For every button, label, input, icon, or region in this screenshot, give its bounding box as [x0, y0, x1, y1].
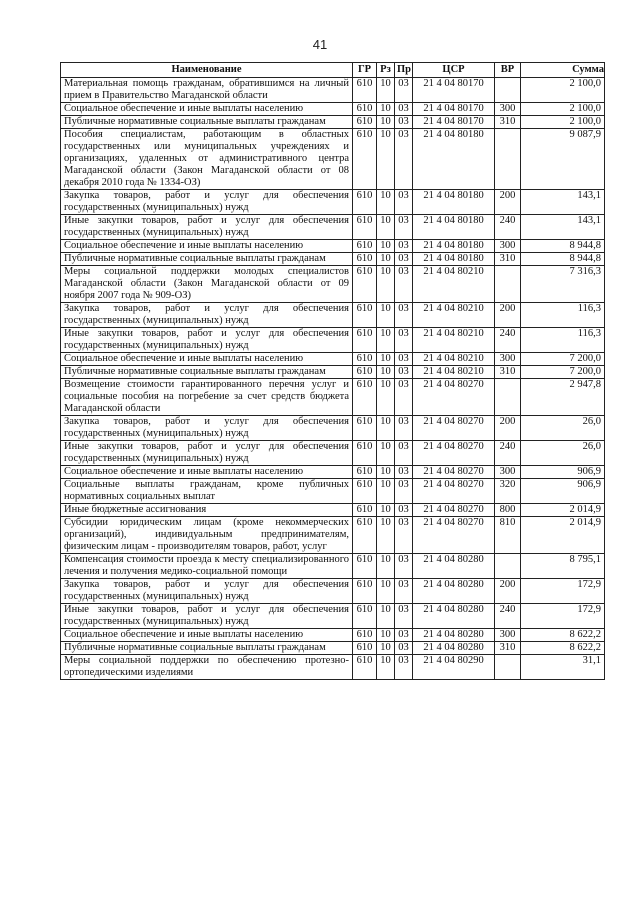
- cell-pr: 03: [395, 129, 413, 190]
- cell-vr: 200: [495, 579, 521, 604]
- cell-pr: 03: [395, 504, 413, 517]
- cell-vr: 300: [495, 466, 521, 479]
- cell-vr: 810: [495, 517, 521, 554]
- cell-sum: 143,1: [521, 215, 605, 240]
- table-row: [61, 103, 605, 116]
- cell-rz: 10: [377, 103, 395, 116]
- cell-sum: 2 014,9: [521, 504, 605, 517]
- budget-table: [60, 62, 605, 680]
- cell-name: Социальные выплаты гражданам, кроме публичных нормативных социальных выплат: [61, 479, 353, 504]
- table-row: [61, 629, 605, 642]
- table-row: [61, 479, 605, 504]
- table-row: [61, 353, 605, 366]
- cell-name: Субсидии юридическим лицам (кроме некоммерческих организаций), индивидуальным предпринимателям, физическим лицам - производителям товаров, работ, услуг: [61, 517, 353, 554]
- cell-sum: 8 622,2: [521, 642, 605, 655]
- table-row: [61, 253, 605, 266]
- cell-pr: 03: [395, 103, 413, 116]
- cell-sum: 2 947,8: [521, 379, 605, 416]
- table-row: [61, 655, 605, 680]
- cell-rz: 10: [377, 642, 395, 655]
- cell-gr: 610: [353, 517, 377, 554]
- cell-vr: 310: [495, 366, 521, 379]
- cell-gr: 610: [353, 328, 377, 353]
- cell-pr: 03: [395, 416, 413, 441]
- cell-gr: 610: [353, 103, 377, 116]
- cell-pr: 03: [395, 379, 413, 416]
- cell-csr: 21 4 04 80270: [413, 504, 495, 517]
- cell-sum: 8 944,8: [521, 253, 605, 266]
- cell-sum: 2 100,0: [521, 103, 605, 116]
- table-row: [61, 366, 605, 379]
- cell-pr: 03: [395, 366, 413, 379]
- cell-name: Закупка товаров, работ и услуг для обеспечения государственных (муниципальных) нужд: [61, 579, 353, 604]
- cell-gr: 610: [353, 253, 377, 266]
- cell-gr: 610: [353, 504, 377, 517]
- cell-rz: 10: [377, 466, 395, 479]
- cell-pr: 03: [395, 240, 413, 253]
- header-name: Наименование: [61, 63, 353, 78]
- cell-csr: 21 4 04 80180: [413, 240, 495, 253]
- cell-rz: 10: [377, 416, 395, 441]
- cell-vr: 300: [495, 103, 521, 116]
- cell-vr: [495, 655, 521, 680]
- cell-sum: 2 100,0: [521, 116, 605, 129]
- cell-sum: 2 100,0: [521, 78, 605, 103]
- header-vr: ВР: [495, 63, 521, 78]
- cell-sum: 172,9: [521, 579, 605, 604]
- cell-csr: 21 4 04 80170: [413, 103, 495, 116]
- cell-gr: 610: [353, 379, 377, 416]
- cell-name: Возмещение стоимости гарантированного перечня услуг и социальные пособия на погребение за счет средств бюджета Магаданской области: [61, 379, 353, 416]
- cell-name: Социальное обеспечение и иные выплаты населению: [61, 629, 353, 642]
- cell-csr: 21 4 04 80290: [413, 655, 495, 680]
- cell-csr: 21 4 04 80210: [413, 353, 495, 366]
- cell-csr: 21 4 04 80210: [413, 366, 495, 379]
- cell-sum: 31,1: [521, 655, 605, 680]
- cell-gr: 610: [353, 78, 377, 103]
- cell-sum: 9 087,9: [521, 129, 605, 190]
- cell-csr: 21 4 04 80270: [413, 441, 495, 466]
- cell-pr: 03: [395, 579, 413, 604]
- cell-name: Закупка товаров, работ и услуг для обеспечения государственных (муниципальных) нужд: [61, 416, 353, 441]
- cell-name: Иные закупки товаров, работ и услуг для обеспечения государственных (муниципальных) нужд: [61, 328, 353, 353]
- cell-csr: 21 4 04 80280: [413, 629, 495, 642]
- cell-name: Социальное обеспечение и иные выплаты населению: [61, 103, 353, 116]
- cell-pr: 03: [395, 190, 413, 215]
- cell-name: Публичные нормативные социальные выплаты гражданам: [61, 116, 353, 129]
- cell-name: Публичные нормативные социальные выплаты гражданам: [61, 366, 353, 379]
- cell-vr: 310: [495, 253, 521, 266]
- cell-csr: 21 4 04 80180: [413, 190, 495, 215]
- table-row: [61, 190, 605, 215]
- cell-sum: 116,3: [521, 328, 605, 353]
- cell-sum: 8 795,1: [521, 554, 605, 579]
- cell-vr: 200: [495, 190, 521, 215]
- header-pr: Пр: [395, 63, 413, 78]
- cell-rz: 10: [377, 604, 395, 629]
- cell-rz: 10: [377, 215, 395, 240]
- cell-vr: [495, 78, 521, 103]
- cell-vr: 300: [495, 353, 521, 366]
- cell-gr: 610: [353, 655, 377, 680]
- cell-name: Социальное обеспечение и иные выплаты населению: [61, 353, 353, 366]
- cell-vr: 240: [495, 604, 521, 629]
- cell-gr: 610: [353, 642, 377, 655]
- cell-csr: 21 4 04 80280: [413, 604, 495, 629]
- cell-pr: 03: [395, 215, 413, 240]
- cell-vr: 240: [495, 441, 521, 466]
- header-rz: Рз: [377, 63, 395, 78]
- cell-pr: 03: [395, 629, 413, 642]
- cell-gr: 610: [353, 116, 377, 129]
- cell-rz: 10: [377, 504, 395, 517]
- cell-vr: [495, 129, 521, 190]
- cell-csr: 21 4 04 80270: [413, 379, 495, 416]
- cell-rz: 10: [377, 266, 395, 303]
- cell-name: Закупка товаров, работ и услуг для обеспечения государственных (муниципальных) нужд: [61, 303, 353, 328]
- cell-sum: 8 944,8: [521, 240, 605, 253]
- cell-gr: 610: [353, 240, 377, 253]
- cell-gr: 610: [353, 353, 377, 366]
- cell-gr: 610: [353, 129, 377, 190]
- cell-pr: 03: [395, 328, 413, 353]
- cell-sum: 906,9: [521, 479, 605, 504]
- cell-csr: 21 4 04 80180: [413, 215, 495, 240]
- cell-rz: 10: [377, 579, 395, 604]
- cell-name: Иные бюджетные ассигнования: [61, 504, 353, 517]
- cell-vr: [495, 554, 521, 579]
- cell-sum: 2 014,9: [521, 517, 605, 554]
- cell-csr: 21 4 04 80210: [413, 266, 495, 303]
- header-csr: ЦСР: [413, 63, 495, 78]
- table-row: [61, 416, 605, 441]
- cell-csr: 21 4 04 80170: [413, 116, 495, 129]
- cell-gr: 610: [353, 190, 377, 215]
- cell-sum: 26,0: [521, 441, 605, 466]
- cell-rz: 10: [377, 78, 395, 103]
- cell-rz: 10: [377, 517, 395, 554]
- cell-name: Закупка товаров, работ и услуг для обеспечения государственных (муниципальных) нужд: [61, 190, 353, 215]
- cell-gr: 610: [353, 479, 377, 504]
- table-row: [61, 266, 605, 303]
- table-row: [61, 466, 605, 479]
- cell-rz: 10: [377, 479, 395, 504]
- cell-pr: 03: [395, 655, 413, 680]
- cell-vr: 300: [495, 240, 521, 253]
- cell-rz: 10: [377, 629, 395, 642]
- table-row: [61, 116, 605, 129]
- cell-vr: 310: [495, 642, 521, 655]
- cell-rz: 10: [377, 116, 395, 129]
- table-row: [61, 642, 605, 655]
- cell-rz: 10: [377, 366, 395, 379]
- cell-sum: 172,9: [521, 604, 605, 629]
- cell-rz: 10: [377, 441, 395, 466]
- table-row: [61, 240, 605, 253]
- cell-sum: 8 622,2: [521, 629, 605, 642]
- cell-name: Компенсация стоимости проезда к месту специализированного лечения и получения медико-социальной помощи: [61, 554, 353, 579]
- cell-name: Социальное обеспечение и иные выплаты населению: [61, 466, 353, 479]
- cell-rz: 10: [377, 554, 395, 579]
- cell-vr: [495, 379, 521, 416]
- table-row: [61, 504, 605, 517]
- table-row: [61, 129, 605, 190]
- cell-vr: 240: [495, 328, 521, 353]
- cell-csr: 21 4 04 80210: [413, 303, 495, 328]
- cell-pr: 03: [395, 253, 413, 266]
- cell-pr: 03: [395, 517, 413, 554]
- cell-csr: 21 4 04 80180: [413, 253, 495, 266]
- cell-gr: 610: [353, 303, 377, 328]
- cell-rz: 10: [377, 253, 395, 266]
- cell-pr: 03: [395, 604, 413, 629]
- cell-gr: 610: [353, 416, 377, 441]
- cell-sum: 906,9: [521, 466, 605, 479]
- cell-csr: 21 4 04 80270: [413, 517, 495, 554]
- page-number: 41: [312, 37, 328, 52]
- cell-gr: 610: [353, 266, 377, 303]
- cell-gr: 610: [353, 215, 377, 240]
- table-row: [61, 78, 605, 103]
- cell-csr: 21 4 04 80270: [413, 416, 495, 441]
- cell-name: Материальная помощь гражданам, обратившимся на личный прием в Правительство Магаданской области: [61, 78, 353, 103]
- cell-vr: 800: [495, 504, 521, 517]
- cell-vr: [495, 266, 521, 303]
- table-row: [61, 517, 605, 554]
- cell-pr: 03: [395, 441, 413, 466]
- cell-sum: 7 316,3: [521, 266, 605, 303]
- table-row: [61, 554, 605, 579]
- cell-csr: 21 4 04 80280: [413, 579, 495, 604]
- cell-rz: 10: [377, 353, 395, 366]
- cell-gr: 610: [353, 629, 377, 642]
- cell-name: Иные закупки товаров, работ и услуг для обеспечения государственных (муниципальных) нужд: [61, 441, 353, 466]
- cell-pr: 03: [395, 78, 413, 103]
- cell-pr: 03: [395, 353, 413, 366]
- cell-name: Меры социальной поддержки молодых специалистов Магаданской области (Закон Магаданской области от 09 ноября 2007 года № 909-ОЗ): [61, 266, 353, 303]
- table-header-row: [61, 63, 605, 78]
- cell-gr: 610: [353, 554, 377, 579]
- cell-name: Иные закупки товаров, работ и услуг для обеспечения государственных (муниципальных) нужд: [61, 604, 353, 629]
- table-row: [61, 441, 605, 466]
- cell-csr: 21 4 04 80210: [413, 328, 495, 353]
- cell-vr: 240: [495, 215, 521, 240]
- cell-name: Публичные нормативные социальные выплаты гражданам: [61, 253, 353, 266]
- header-sum: Сумма: [521, 63, 605, 78]
- cell-csr: 21 4 04 80170: [413, 78, 495, 103]
- cell-csr: 21 4 04 80280: [413, 642, 495, 655]
- cell-rz: 10: [377, 240, 395, 253]
- cell-vr: 320: [495, 479, 521, 504]
- cell-gr: 610: [353, 366, 377, 379]
- table-row: [61, 303, 605, 328]
- cell-pr: 03: [395, 116, 413, 129]
- cell-gr: 610: [353, 466, 377, 479]
- cell-sum: 7 200,0: [521, 353, 605, 366]
- cell-vr: 310: [495, 116, 521, 129]
- cell-name: Социальное обеспечение и иные выплаты населению: [61, 240, 353, 253]
- cell-csr: 21 4 04 80280: [413, 554, 495, 579]
- cell-csr: 21 4 04 80180: [413, 129, 495, 190]
- cell-vr: 200: [495, 416, 521, 441]
- cell-pr: 03: [395, 466, 413, 479]
- cell-vr: 200: [495, 303, 521, 328]
- cell-rz: 10: [377, 655, 395, 680]
- cell-pr: 03: [395, 266, 413, 303]
- cell-gr: 610: [353, 604, 377, 629]
- cell-pr: 03: [395, 554, 413, 579]
- cell-name: Иные закупки товаров, работ и услуг для обеспечения государственных (муниципальных) нужд: [61, 215, 353, 240]
- cell-sum: 116,3: [521, 303, 605, 328]
- cell-name: Публичные нормативные социальные выплаты гражданам: [61, 642, 353, 655]
- cell-rz: 10: [377, 328, 395, 353]
- cell-sum: 26,0: [521, 416, 605, 441]
- cell-sum: 7 200,0: [521, 366, 605, 379]
- cell-csr: 21 4 04 80270: [413, 479, 495, 504]
- cell-pr: 03: [395, 303, 413, 328]
- cell-rz: 10: [377, 303, 395, 328]
- cell-rz: 10: [377, 190, 395, 215]
- cell-rz: 10: [377, 379, 395, 416]
- cell-vr: 300: [495, 629, 521, 642]
- cell-pr: 03: [395, 642, 413, 655]
- table-row: [61, 328, 605, 353]
- cell-gr: 610: [353, 579, 377, 604]
- cell-sum: 143,1: [521, 190, 605, 215]
- table-row: [61, 579, 605, 604]
- cell-gr: 610: [353, 441, 377, 466]
- cell-name: Меры социальной поддержки по обеспечению протезно-ортопедическими изделиями: [61, 655, 353, 680]
- cell-rz: 10: [377, 129, 395, 190]
- cell-name: Пособия специалистам, работающим в областных государственных или муниципальных учреждениях и организациях, удаленных от административного центра Магаданской области (Закон Магаданской области от 08 декабря 2010 года № 1334-ОЗ): [61, 129, 353, 190]
- cell-pr: 03: [395, 479, 413, 504]
- cell-csr: 21 4 04 80270: [413, 466, 495, 479]
- table-row: [61, 379, 605, 416]
- table-row: [61, 604, 605, 629]
- header-gr: ГР: [353, 63, 377, 78]
- table-row: [61, 215, 605, 240]
